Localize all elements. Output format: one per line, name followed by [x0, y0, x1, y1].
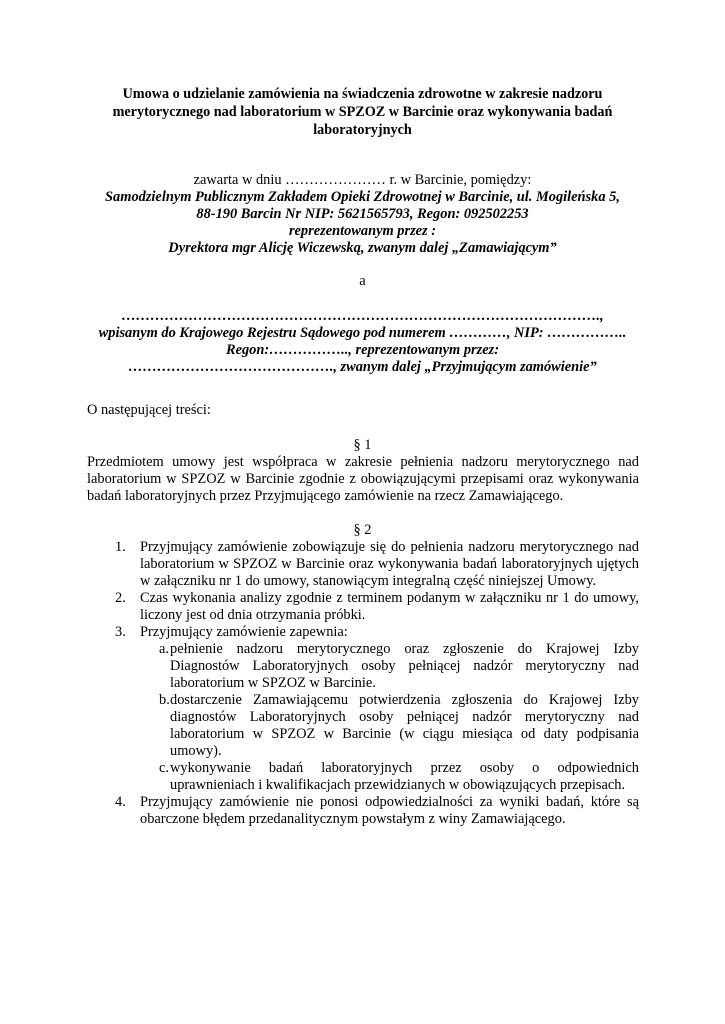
list-item-text: Czas wykonania analizy zgodnie z terminem podanym w załączniku nr 1 do umowy, liczony jest od dnia otrzymania próbki. — [140, 590, 639, 623]
party2-line: ………………………………………………………………………………………., — [121, 308, 604, 324]
party2-line: Regon:…………….., reprezentowanym przez: — [225, 342, 500, 358]
title-line: merytorycznego nad laboratorium w SPZOZ w Barcinie oraz wykonywania badań — [112, 104, 613, 120]
party1-line: 88-190 Barcin Nr NIP: 5621565793, Regon: 092502253 — [196, 206, 529, 222]
list-item-number: 1. — [115, 539, 126, 555]
party2-block — [78, 308, 647, 376]
section2-list — [87, 539, 639, 828]
party1-line: Dyrektora mgr Alicję Wiczewską, zwanym dalej „Zamawiającym” — [168, 240, 557, 256]
document-title — [90, 85, 635, 139]
list-item-text: Przyjmujący zamówienie nie ponosi odpowiedzialności za wyniki badań, które są obarczone błędem przedanalitycznym powstałym z winy Zamawiającego. — [140, 794, 639, 827]
title-line: laboratoryjnych — [313, 122, 412, 138]
list-item-number: 2. — [115, 590, 126, 606]
section1-heading: § 1 — [353, 437, 372, 453]
sub-list-item-text: dostarczenie Zamawiającemu potwierdzenia zgłoszenia do Krajowej Izby diagnostów Laboratoryjnych osoby pełniącej nadzór merytoryczny nad laboratorium w SPZOZ w Barcinie (w ciągu miesiąca od daty podpisania umowy). — [170, 692, 639, 759]
title-line: Umowa o udzielanie zamówienia na świadczenia zdrowotne w zakresie nadzoru — [122, 86, 603, 102]
sub-list-item-letter: c. — [159, 760, 169, 776]
sub-list-item — [87, 760, 639, 794]
section2-heading: § 2 — [353, 522, 372, 538]
concluded-line: zawarta w dniu ………………… r. w Barcinie, pomiędzy: — [193, 172, 532, 188]
sub-list-item-letter: b. — [159, 692, 170, 708]
sub-list-item-text: wykonywanie badań laboratoryjnych przez osoby o odpowiednich uprawnieniach i kwalifikacjach przewidzianych w obowiązujących przepisach. — [170, 760, 639, 793]
sub-list-item — [87, 641, 639, 692]
list-item-number: 4. — [115, 794, 126, 810]
list-item-text: Przyjmujący zamówienie zobowiązuje się do pełnienia nadzoru merytorycznego nad laboratorium w SPZOZ w Barcinie oraz wykonywania badań laboratoryjnych ujętych w załączniku nr 1 do umowy, stanowiącym integralną część niniejszej Umowy. — [140, 539, 639, 589]
section1-paragraph — [87, 454, 639, 505]
section1-line: laboratorium w SPZOZ w Barcinie zgodnie z obowiązującymi przepisami oraz wykonywania — [87, 471, 639, 487]
sub-list-item — [87, 692, 639, 760]
party2-line: ……………………………………., zwanym dalej „Przyjmującym zamówienie” — [128, 359, 597, 375]
conjunction-a: a — [359, 273, 366, 289]
party1-line: reprezentowanym przez : — [288, 223, 437, 239]
list-item-text: Przyjmujący zamówienie zapewnia: — [140, 624, 348, 640]
party1-block — [78, 189, 647, 257]
sub-list-item-letter: a. — [159, 641, 169, 657]
section1-line: Przedmiotem umowy jest współpraca w zakresie pełnienia nadzoru merytorycznego nad — [87, 454, 639, 470]
list-item — [87, 590, 639, 624]
party1-line: Samodzielnym Publicznym Zakładem Opieki Zdrowotnej w Barcinie, ul. Mogileńska 5, — [105, 189, 620, 205]
section1-line: badań laboratoryjnych przez Przyjmującego zamówienie na rzecz Zamawiającego. — [87, 488, 564, 504]
list-item — [87, 539, 639, 590]
list-item-number: 3. — [115, 624, 126, 640]
list-item — [87, 794, 639, 828]
list-item — [87, 624, 639, 641]
party2-line: wpisanym do Krajowego Rejestru Sądowego pod numerem …………, NIP: …………….. — [98, 325, 627, 341]
content-intro: O następującej treści: — [87, 402, 211, 418]
sub-list-item-text: pełnienie nadzoru merytorycznego oraz zgłoszenie do Krajowej Izby Diagnostów Laboratoryjnych osoby pełniącej nadzór merytoryczny nad laboratorium w SPZOZ w Barcinie. — [170, 641, 639, 691]
